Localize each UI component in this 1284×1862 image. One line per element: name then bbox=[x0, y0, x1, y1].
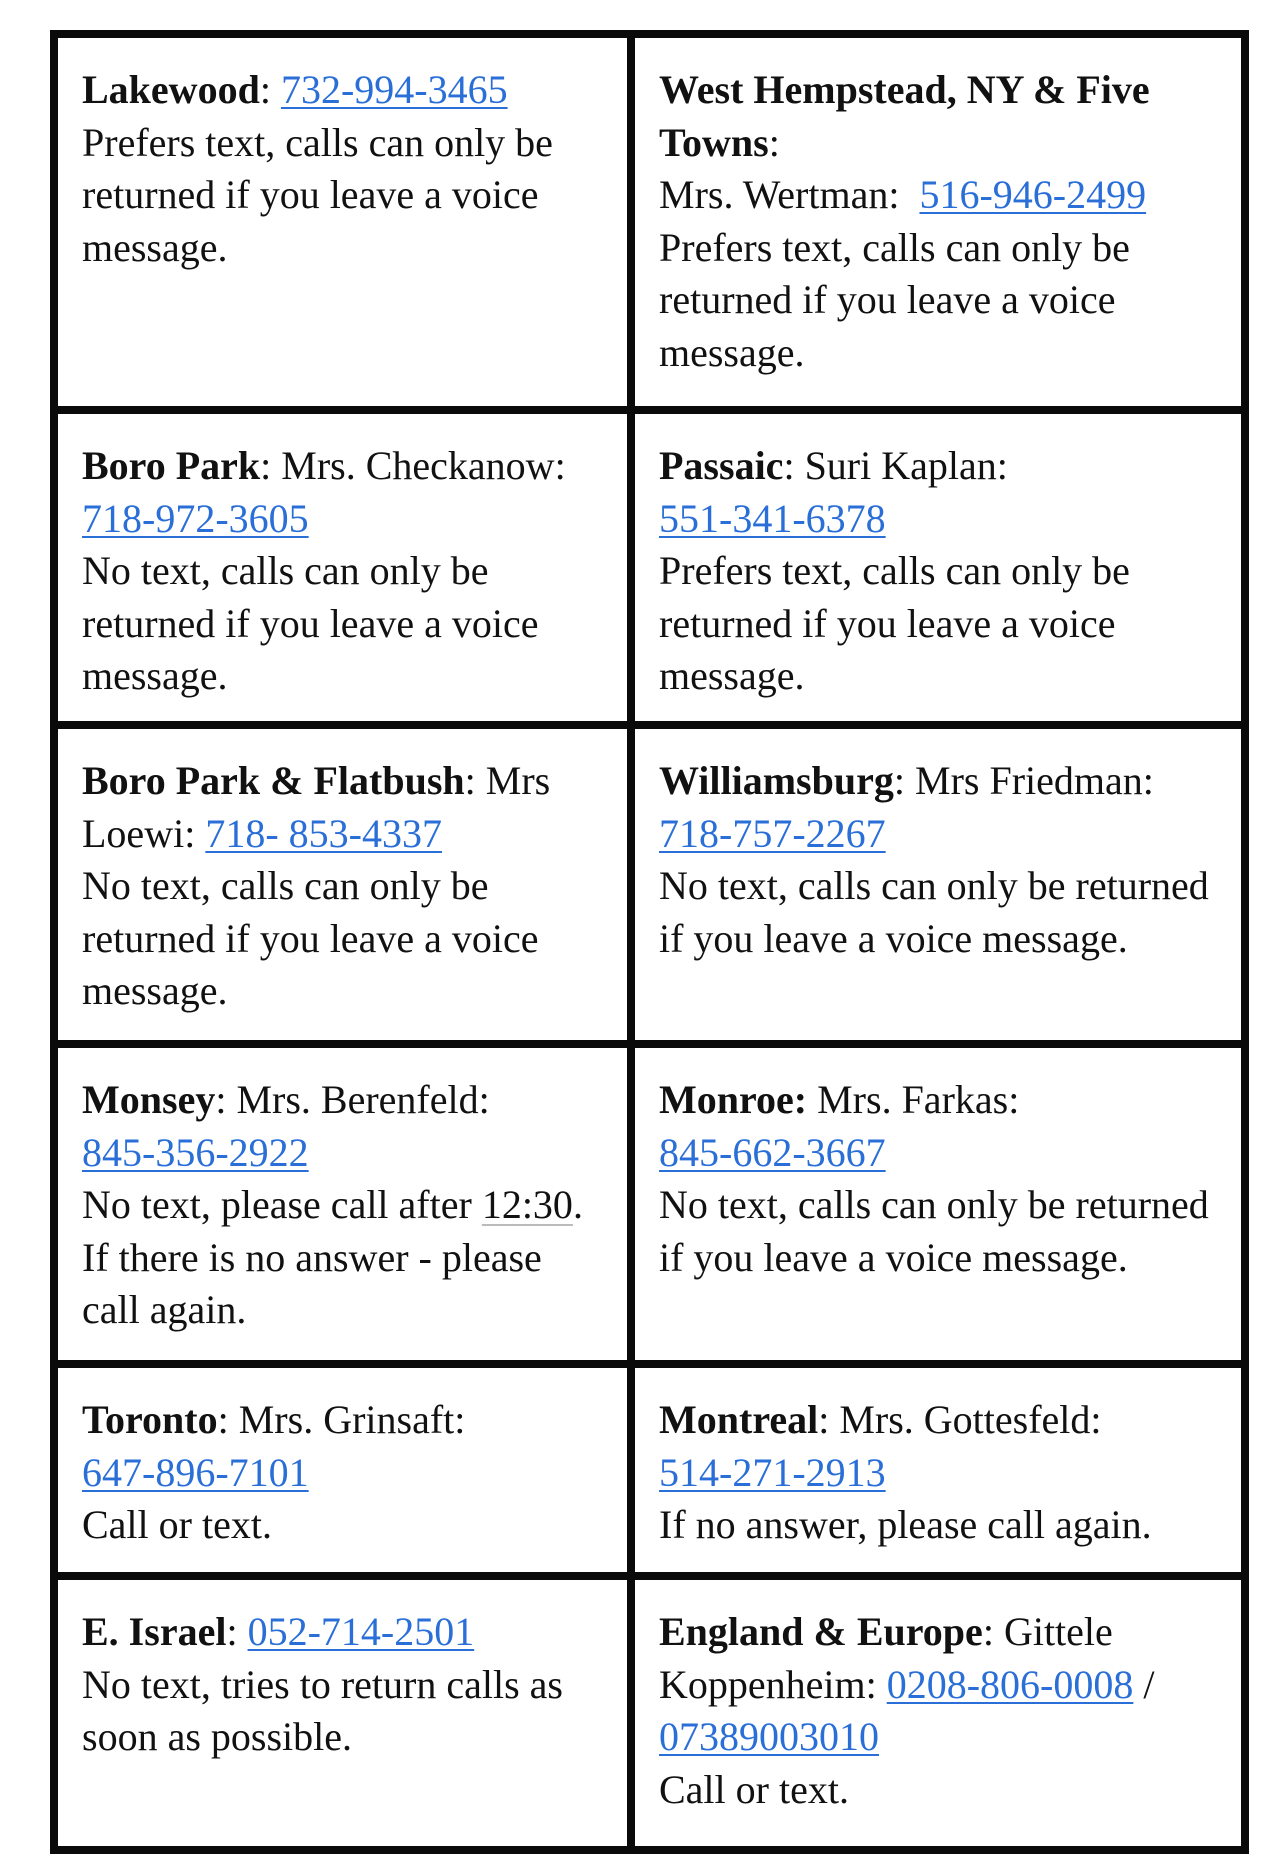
contact-cell-boro-park: Boro Park: Mrs. Checkanow: 718-972-3605 No text, calls can only be returned if you leave a voice message. bbox=[54, 410, 631, 725]
contact-person: Mrs. Checkanow: bbox=[281, 443, 566, 488]
region-name: E. Israel bbox=[82, 1609, 227, 1654]
phone-link[interactable]: 732-994-3465 bbox=[280, 67, 508, 112]
region-name: Toronto bbox=[82, 1397, 218, 1442]
contact-note: Call or text. bbox=[82, 1502, 272, 1547]
phone-link[interactable]: 718- 853-4337 bbox=[205, 810, 442, 856]
contact-cell-monsey: Monsey: Mrs. Berenfeld: 845-356-2922 No text, please call after 12:30. If there is no answer - please call again. bbox=[54, 1044, 631, 1364]
phone-link[interactable]: 551-341-6378 bbox=[659, 495, 886, 541]
contact-note bbox=[82, 1179, 607, 1337]
region-name: Boro Park bbox=[82, 443, 261, 488]
phone-link[interactable]: 845-662-3667 bbox=[659, 1129, 886, 1175]
table-row bbox=[54, 34, 1245, 410]
phone-link[interactable]: 0208-806-0008 bbox=[886, 1661, 1134, 1707]
contact-cell-west-hempstead: West Hempstead, NY & Five Towns: Mrs. Wertman: 516-946-2499 Prefers text, calls can only be returned if you leave a voice message. bbox=[631, 34, 1245, 410]
table-row bbox=[54, 410, 1245, 725]
phone-separator: / bbox=[1143, 1661, 1155, 1707]
contact-note: No text, calls can only be returned if you leave a voice message. bbox=[659, 1182, 1209, 1280]
contact-table bbox=[50, 30, 1249, 1854]
note-text: No text, please call after bbox=[82, 1182, 472, 1227]
contact-person: Suri Kaplan: bbox=[804, 443, 1008, 488]
region-name: Williamsburg bbox=[659, 758, 894, 803]
table-row bbox=[54, 1044, 1245, 1364]
region-name: Monroe: bbox=[659, 1077, 808, 1122]
contact-cell-monroe bbox=[631, 1044, 1245, 1364]
phone-link[interactable]: 647-896-7101 bbox=[82, 1449, 309, 1495]
phone-link[interactable]: 845-356-2922 bbox=[82, 1129, 309, 1175]
contact-cell-e-israel: E. Israel: 052-714-2501 No text, tries to return calls as soon as possible. bbox=[54, 1576, 631, 1850]
contact-person: Mrs. Wertman: bbox=[659, 172, 900, 217]
contact-cell-montreal: Montreal: Mrs. Gottesfeld: 514-271-2913 If no answer, please call again. bbox=[631, 1364, 1245, 1576]
phone-link[interactable]: 516-946-2499 bbox=[919, 172, 1147, 217]
contact-cell-passaic: Passaic: Suri Kaplan: 551-341-6378 Prefers text, calls can only be returned if you leave a voice message. bbox=[631, 410, 1245, 725]
contact-note: No text, calls can only be returned if you leave a voice message. bbox=[82, 548, 539, 698]
contact-cell-williamsburg: Williamsburg: Mrs Friedman: 718-757-2267 No text, calls can only be returned if you leave a voice message. bbox=[631, 725, 1245, 1044]
phone-link[interactable]: 514-271-2913 bbox=[659, 1449, 886, 1495]
contact-note: Call or text. bbox=[659, 1766, 849, 1812]
time-text: 12:30 bbox=[481, 1182, 573, 1227]
contact-person: Mrs. Berenfeld: bbox=[236, 1077, 490, 1122]
contact-note: Prefers text, calls can only be returned if you leave a voice message. bbox=[659, 224, 1130, 375]
table-row bbox=[54, 1364, 1245, 1576]
phone-link[interactable]: 718-972-3605 bbox=[82, 495, 309, 541]
note-text: . If there is no answer - please call again. bbox=[82, 1182, 583, 1332]
phone-link[interactable]: 718-757-2267 bbox=[659, 810, 886, 856]
table-row bbox=[54, 1576, 1245, 1850]
contact-note: No text, tries to return calls as soon as possible. bbox=[82, 1661, 563, 1759]
region-name: Montreal bbox=[659, 1397, 819, 1442]
region-name: Lakewood bbox=[82, 67, 260, 112]
phone-link-secondary[interactable]: 07389003010 bbox=[659, 1714, 879, 1759]
region-name: West Hempstead, NY & Five Towns bbox=[659, 67, 1150, 165]
contact-person: Mrs. Farkas: bbox=[817, 1077, 1020, 1122]
contact-note: Prefers text, calls can only be returned if you leave a voice message. bbox=[659, 548, 1130, 698]
contact-note: No text, calls can only be returned if you leave a voice message. bbox=[659, 863, 1209, 961]
region-name: Monsey bbox=[82, 1077, 216, 1122]
contact-cell-england-europe: England & Europe: Gittele Koppenheim: 0208-806-0008 / 07389003010 Call or text. bbox=[631, 1576, 1245, 1850]
contact-note: Prefers text, calls can only be returned if you leave a voice message. bbox=[82, 119, 553, 270]
contact-note: If no answer, please call again. bbox=[659, 1502, 1152, 1547]
table-row bbox=[54, 725, 1245, 1044]
contact-person: Mrs. Gottesfeld: bbox=[839, 1397, 1102, 1442]
contact-cell-lakewood: Lakewood: 732-994-3465 Prefers text, calls can only be returned if you leave a voice message. bbox=[54, 34, 631, 410]
contact-note: No text, calls can only be returned if you leave a voice message. bbox=[82, 863, 539, 1013]
contact-cell-boro-park-flatbush: Boro Park & Flatbush: Mrs Loewi: 718- 853-4337 No text, calls can only be returned if you leave a voice message. bbox=[54, 725, 631, 1044]
region-name: England & Europe bbox=[659, 1609, 983, 1654]
region-name: Boro Park & Flatbush bbox=[82, 758, 465, 803]
contact-person: Mrs Loewi: bbox=[82, 758, 551, 856]
contact-person: Gittele Koppenheim: bbox=[659, 1609, 1113, 1707]
contact-person: Mrs Friedman: bbox=[915, 758, 1154, 803]
phone-link[interactable]: 052-714-2501 bbox=[247, 1609, 475, 1654]
contact-person: Mrs. Grinsaft: bbox=[238, 1397, 466, 1442]
region-name: Passaic bbox=[659, 443, 784, 488]
contact-cell-toronto: Toronto: Mrs. Grinsaft: 647-896-7101 Call or text. bbox=[54, 1364, 631, 1576]
